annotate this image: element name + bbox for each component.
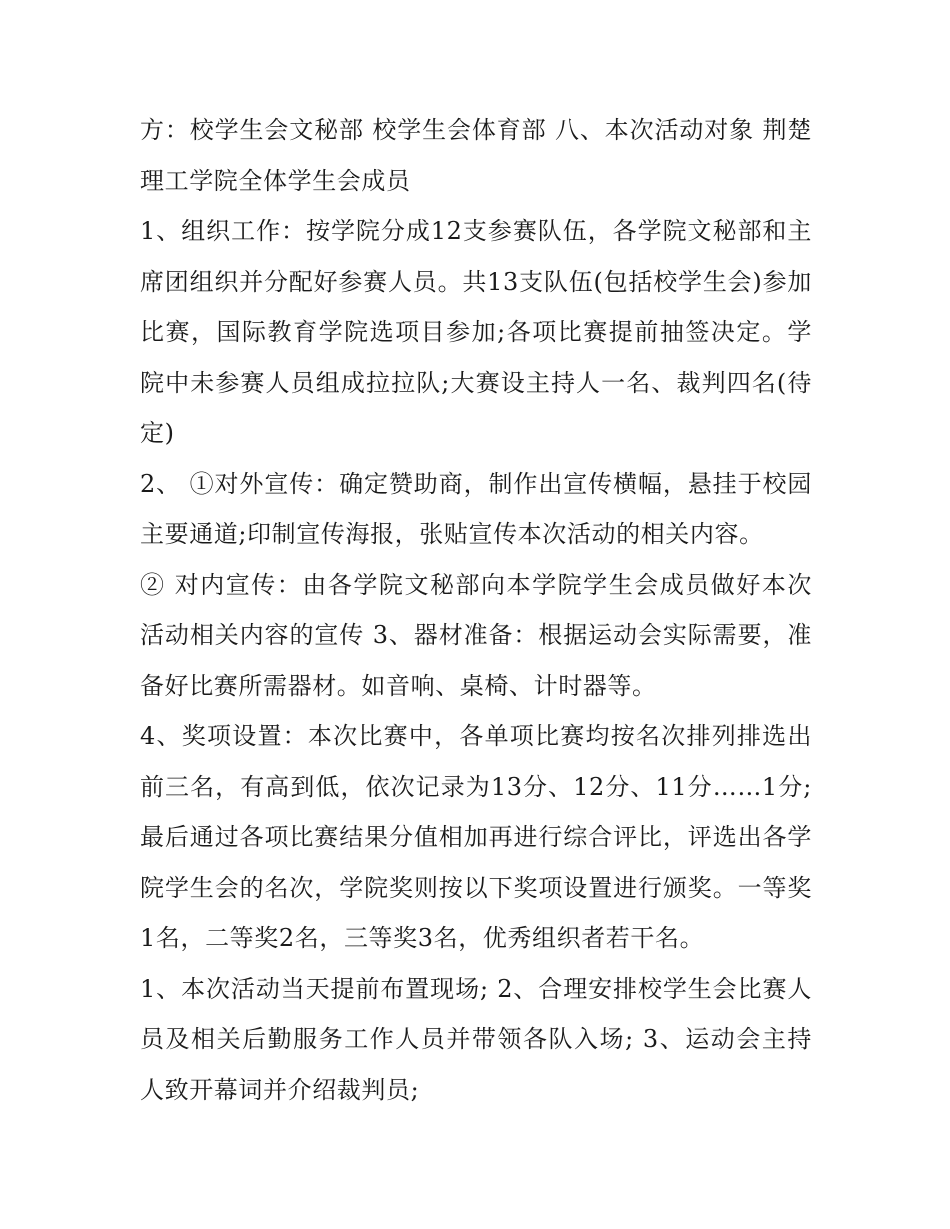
paragraph-internal-publicity-equipment: ② 对内宣传：由各学院文秘部向本学院学生会成员做好本次活动相关内容的宣传 3、器材准备：根据运动会实际需要，准备好比赛所需器材。如音响、桌椅、计时器等。 xyxy=(140,570,812,700)
document-body xyxy=(140,105,812,1115)
paragraph-external-publicity: 2、 ①对外宣传：确定赞助商，制作出宣传横幅，悬挂于校园主要通道;印制宣传海报，张贴宣传本次活动的相关内容。 xyxy=(140,469,812,548)
paragraph-organizers-and-audience: 方：校学生会文秘部 校学生会体育部 八、本次活动对象 荆楚理工学院全体学生会成员 xyxy=(140,116,812,195)
paragraph-procedure: 1、本次活动当天提前布置现场; 2、合理安排校学生会比赛人员及相关后勤服务工作人员并带领各队入场; 3、运动会主持人致开幕词并介绍裁判员; xyxy=(140,974,812,1104)
paragraph-awards: 4、奖项设置：本次比赛中，各单项比赛均按名次排列排选出前三名，有高到低，依次记录为13分、12分、11分……1分;最后通过各项比赛结果分值相加再进行综合评比，评选出各学院学生会的名次，学院奖则按以下奖项设置进行颁奖。一等奖1名，二等奖2名，三等奖3名，优秀组织者若干名。 xyxy=(140,722,812,952)
paragraph-organization-work: 1、组织工作：按学院分成12支参赛队伍，各学院文秘部和主席团组织并分配好参赛人员。共13支队伍(包括校学生会)参加比赛，国际教育学院选项目参加;各项比赛提前抽签决定。学院中未参赛人员组成拉拉队;大赛设主持人一名、裁判四名(待定) xyxy=(140,217,812,447)
